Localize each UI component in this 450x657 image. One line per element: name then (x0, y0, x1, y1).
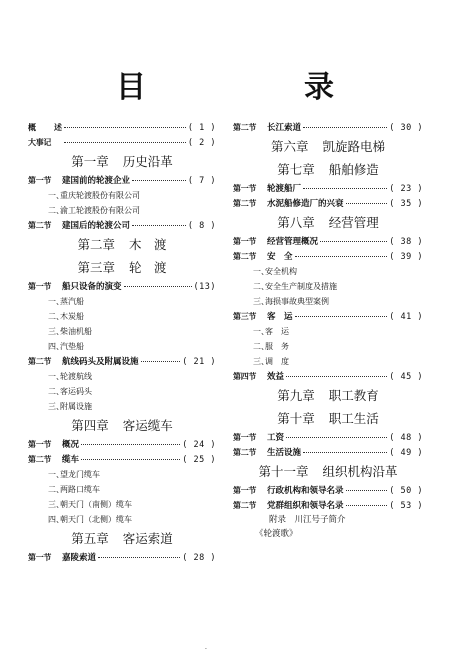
page-number: ( 8 ) (187, 221, 216, 231)
subentry-number: 一、 (48, 297, 64, 306)
toc-section-entry[interactable] (28, 135, 216, 150)
section-title: 效益 (267, 372, 285, 382)
toc-section-entry[interactable] (233, 196, 423, 211)
page-number: ( 35 ) (389, 199, 423, 209)
chapter-title: 历史沿革 (122, 154, 173, 169)
section-title: 水泥船修造厂的兴衰 (267, 199, 344, 209)
section-title: 轮渡船厂 (267, 184, 302, 194)
toc-chapter-heading[interactable] (233, 135, 423, 158)
dot-leader (132, 180, 186, 181)
subentry-number: 三、 (253, 357, 269, 366)
toc-subentry (28, 309, 216, 324)
page-number: ( 1 ) (187, 123, 216, 133)
section-title: 缆车 (62, 455, 80, 465)
subentry-number: 二、 (253, 282, 269, 291)
subentry-number: 三、 (48, 327, 64, 336)
dot-leader (124, 286, 192, 287)
section-title: 航线码头及附属设施 (62, 357, 139, 367)
page-number: ( 38 ) (389, 237, 423, 247)
chapter-number: 第五章 (71, 531, 109, 546)
section-label: 第二节 (28, 455, 52, 464)
chapter-title: 组织机构沿革 (322, 464, 398, 479)
section-label: 第二节 (233, 252, 257, 261)
subentry-title: 望龙门缆车 (60, 470, 100, 479)
subentry-number: 一、 (253, 267, 269, 276)
toc-section-entry[interactable] (28, 354, 216, 369)
toc-chapter-heading[interactable] (28, 527, 216, 550)
toc-subentry (233, 264, 423, 279)
subentry-number: 一、 (48, 372, 64, 381)
dot-leader (320, 241, 387, 242)
subentry-title: 木炭船 (60, 312, 84, 321)
dot-leader (98, 557, 180, 558)
subentry-title: 附属设施 (60, 402, 92, 411)
chapter-number: 第三章 (77, 260, 115, 275)
subentry-number: 三、 (48, 500, 64, 509)
dot-leader (141, 361, 181, 362)
page-number: ( 7 ) (187, 176, 216, 186)
toc-subentry (233, 294, 423, 309)
chapter-title: 木 渡 (129, 237, 167, 252)
toc-subentry (28, 482, 216, 497)
toc-section-entry[interactable] (233, 234, 423, 249)
subentry-title: 海损事故典型案例 (265, 297, 329, 306)
subentry-number: 二、 (253, 342, 269, 351)
subentry-title: 客 运 (265, 327, 289, 336)
toc-section-entry[interactable] (28, 279, 216, 294)
subentry-number: 一、 (253, 327, 269, 336)
subentry-number: 三、 (253, 297, 269, 306)
chapter-number: 第二章 (77, 237, 115, 252)
section-title: 建国前的轮渡企业 (62, 176, 131, 186)
section-label: 第二节 (233, 448, 257, 457)
toc-section-entry[interactable] (233, 430, 423, 445)
subentry-title: 两路口缆车 (60, 485, 100, 494)
toc-section-entry[interactable] (28, 452, 216, 467)
section-label: 第一节 (28, 553, 52, 562)
chapter-number: 第六章 (270, 139, 309, 154)
chapter-number: 第四章 (71, 418, 109, 433)
toc-subentry (28, 467, 216, 482)
subentry-number: 四、 (48, 342, 64, 351)
subentry-title: 轮渡航线 (60, 372, 92, 381)
chapter-title: 职工生活 (328, 411, 379, 426)
dot-leader (295, 316, 388, 317)
toc-chapter-heading[interactable] (28, 150, 216, 173)
toc-section-entry[interactable] (233, 309, 423, 324)
chapter-number: 第十一章 (258, 464, 309, 479)
section-title: 建国后的轮渡公司 (62, 221, 131, 231)
chapter-number: 第一章 (71, 154, 109, 169)
chapter-number: 第七章 (277, 162, 315, 177)
toc-subentry (28, 203, 216, 218)
page-number: ( 41 ) (389, 312, 423, 322)
page-number: ( 24 ) (182, 440, 216, 450)
toc-subentry (28, 294, 216, 309)
subentry-number: 二、 (48, 387, 64, 396)
page-number: ( 2 ) (187, 138, 216, 148)
section-title: 工资 (267, 433, 285, 443)
section-label: 第一节 (28, 282, 52, 291)
section-label: 第二节 (233, 123, 257, 132)
dot-leader (286, 376, 387, 377)
section-label: 第一节 (233, 237, 257, 246)
dot-leader (64, 127, 186, 128)
chapter-title: 轮 渡 (129, 260, 167, 275)
subentry-number: 二、 (48, 485, 64, 494)
page-number: ( 25 ) (182, 455, 216, 465)
subentry-number: 三、 (48, 402, 64, 411)
subentry-title: 服 务 (265, 342, 289, 351)
section-title: 经营管理概况 (267, 237, 319, 247)
chapter-title: 经营管理 (328, 215, 379, 230)
page-number: ( 23 ) (389, 184, 423, 194)
toc-section-entry[interactable] (28, 218, 216, 233)
toc-chapter-heading[interactable] (28, 256, 216, 279)
chapter-number: 第十章 (277, 411, 315, 426)
page-number: ( 28 ) (182, 553, 216, 563)
toc-section-entry[interactable] (233, 498, 423, 513)
appendix-entry: 附录 川江号子简介 (269, 515, 346, 525)
toc-subentry (28, 399, 216, 414)
page-number: ( 50 ) (389, 486, 423, 496)
toc-subentry (233, 354, 423, 369)
subentry-title: 朝天门（北侧）缆车 (60, 515, 132, 524)
chapter-number: 第九章 (277, 388, 315, 403)
section-title: 嘉陵索道 (62, 553, 97, 563)
section-label: 第一节 (233, 433, 257, 442)
appendix-entry: 《轮渡歌》 (255, 529, 298, 539)
toc-section-entry[interactable] (233, 249, 423, 264)
toc-right-column (233, 120, 423, 541)
toc-subentry (28, 324, 216, 339)
toc-chapter-heading[interactable] (233, 407, 423, 430)
section-label: 第四节 (233, 372, 257, 381)
subentry-number: 一、 (48, 470, 64, 479)
subentry-number: 二、 (48, 312, 64, 321)
toc-section-entry[interactable] (233, 369, 423, 384)
toc-chapter-heading[interactable] (233, 211, 423, 234)
section-title: 概况 (62, 440, 80, 450)
page-title: 目 录 (116, 70, 398, 105)
toc-chapter-heading[interactable] (28, 414, 216, 437)
toc-subentry (233, 339, 423, 354)
toc-left-column (28, 120, 216, 565)
subentry-title: 重庆轮渡股份有限公司 (60, 191, 140, 200)
section-label: 第一节 (28, 440, 52, 449)
dot-leader (295, 256, 388, 257)
section-title: 行政机构和领导名录 (267, 486, 344, 496)
section-label: 第一节 (233, 184, 257, 193)
page-number: ( 39 ) (389, 252, 423, 262)
dot-leader (81, 459, 180, 460)
dot-leader (346, 505, 388, 506)
page-number: ( 48 ) (389, 433, 423, 443)
dot-leader (303, 188, 387, 189)
section-label: 第二节 (233, 501, 257, 510)
section-title: 客 运 (267, 312, 293, 322)
toc-section-entry[interactable] (28, 550, 216, 565)
dot-leader (64, 142, 186, 143)
toc-subentry (28, 188, 216, 203)
toc-chapter-heading[interactable] (233, 460, 423, 483)
subentry-title: 调 度 (265, 357, 289, 366)
toc-subentry (233, 279, 423, 294)
subentry-title: 安全机构 (265, 267, 297, 276)
page-number: ( 30 ) (389, 123, 423, 133)
dot-leader (303, 452, 387, 453)
dot-leader (303, 127, 387, 128)
section-label: 第二节 (28, 221, 52, 230)
subentry-number: 二、 (48, 206, 64, 215)
section-label: 第二节 (28, 357, 52, 366)
section-title: 船只设备的演变 (62, 282, 122, 292)
toc-subentry (28, 339, 216, 354)
section-label: 大事记 (28, 138, 52, 147)
toc-chapter-heading[interactable] (28, 233, 216, 256)
toc-chapter-heading[interactable] (233, 158, 423, 181)
subentry-title: 柴油机船 (60, 327, 92, 336)
toc-subentry (233, 324, 423, 339)
toc-section-entry[interactable] (233, 120, 423, 135)
toc-section-entry[interactable] (28, 120, 216, 135)
chapter-number: 第八章 (277, 215, 315, 230)
dot-leader (132, 225, 186, 226)
subentry-title: 朝天门（南侧）缆车 (60, 500, 132, 509)
toc-subentry (28, 369, 216, 384)
section-title: 安 全 (267, 252, 293, 262)
toc-section-entry[interactable] (233, 445, 423, 460)
section-title: 长江索道 (267, 123, 302, 133)
toc-section-entry[interactable] (28, 173, 216, 188)
subentry-title: 渝工轮渡股份有限公司 (60, 206, 140, 215)
toc-subentry (28, 497, 216, 512)
toc-subentry (28, 512, 216, 527)
subentry-title: 蒸汽船 (60, 297, 84, 306)
dot-leader (286, 437, 387, 438)
page-number: (13) (193, 282, 216, 292)
chapter-title: 客运缆车 (122, 418, 173, 433)
toc-subentry (28, 384, 216, 399)
subentry-title: 安全生产制度及措施 (265, 282, 337, 291)
section-label: 概 述 (28, 123, 67, 132)
page-number: ( 53 ) (389, 501, 423, 511)
page-number: ( 49 ) (389, 448, 423, 458)
page-mark: · (205, 646, 207, 653)
dot-leader (81, 444, 180, 445)
section-label: 第一节 (233, 486, 257, 495)
toc-section-entry[interactable] (233, 181, 423, 196)
page-number: ( 45 ) (389, 372, 423, 382)
subentry-title: 客运码头 (60, 387, 92, 396)
chapter-title: 职工教育 (328, 388, 379, 403)
section-title: 生活设施 (267, 448, 302, 458)
section-label: 第二节 (233, 199, 257, 208)
section-label: 第一节 (28, 176, 52, 185)
toc-section-entry[interactable] (28, 437, 216, 452)
subentry-number: 一、 (48, 191, 64, 200)
subentry-title: 汽垫船 (60, 342, 84, 351)
dot-leader (346, 490, 388, 491)
chapter-title: 客运索道 (122, 531, 173, 546)
subentry-number: 四、 (48, 515, 64, 524)
dot-leader (346, 203, 388, 204)
toc-section-entry[interactable] (233, 483, 423, 498)
toc-chapter-heading[interactable] (233, 384, 423, 407)
section-label: 第三节 (233, 312, 257, 321)
page-number: ( 21 ) (182, 357, 216, 367)
section-title: 党群组织和领导名录 (267, 501, 344, 511)
chapter-title: 凯旋路电梯 (322, 139, 386, 154)
chapter-title: 船舶修造 (328, 162, 379, 177)
